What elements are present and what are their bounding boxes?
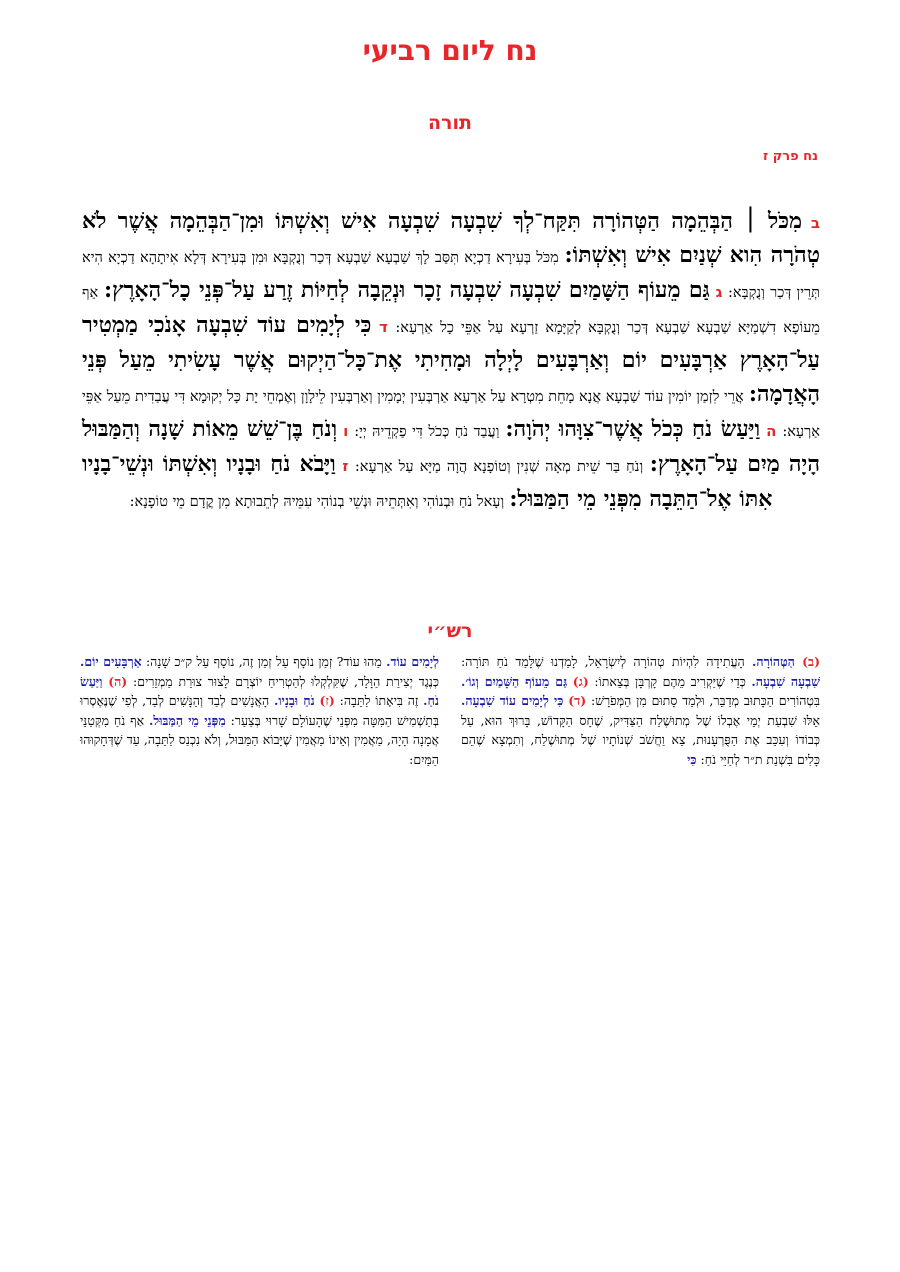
- page-title: נח ליום רביעי: [362, 34, 538, 67]
- rashi-paragraph: [80, 652, 439, 770]
- hebrew-verse: וְנֹחַ בֶּן־שֵׁשׁ מֵאוֹת שָׁנָה וְהַמַּבּוּל הָיָה מַיִם עַל־הָאָרֶץ:: [82, 416, 820, 477]
- rashi-heading: שִׁבְעָה שִׁבְעָה.: [751, 673, 820, 689]
- rashi-heading: גַּם מֵעוֹף הַשָּׁמַיִם וְגוֹ׳.: [461, 673, 568, 689]
- rashi-comment: זֶה בִּיאָתוֹ לַתֵּבָה:: [339, 693, 419, 709]
- rashi-verse-ref: (ב): [802, 654, 820, 669]
- aramaic-translation: וְעָאל נֹחַ וּבְנוֹהִי וְאִתְּתֵיהּ וּנְשֵׁי בְנוֹהִי עִמֵּיהּ לְתֵבוּתָא מִן קֳדָם מֵי טוֹפָנָא:: [129, 494, 505, 510]
- aramaic-translation: מִכֹּל בְּעִירָא דַכְיָא תִּסַּב לָךְ שַׁבְעָא שַׁבְעָא דְּכַר וְנֻקְבָּא וּמִן בְּעִירָא דְּלָא אִיתָהָא דַכְיָא הִיא תְּרֵין דְּכַר וְנֻקְבָּא:: [82, 250, 821, 301]
- torah-text-block: [82, 205, 820, 518]
- rashi-heading: כִּי: [687, 751, 697, 767]
- section-title-torah: תורה: [428, 112, 472, 134]
- rashi-verse-ref: (ג): [572, 673, 589, 689]
- rashi-comment: הָעֲתִידָה לִהְיוֹת טְהוֹרָה לְיִשְׂרָאֵל, לָמַדְנוּ שֶׁלָּמַד נֹחַ תּוֹרָה:: [461, 654, 745, 669]
- rashi-heading: וַיַּעַשׂ נֹחַ.: [80, 673, 439, 709]
- rashi-comment: אַף נֹחַ מִקְּטַנֵּי אֲמָנָה הָיָה, מַאֲמִין וְאֵינוֹ מַאֲמִין שֶׁיָּבוֹא הַמַּבּוּל, וְלֹא נִכְנַס לַתֵּבָה, עַד שֶׁדְּחָקוּהוּ הַמַּיִם:: [80, 712, 439, 767]
- rashi-comment: אֵלּוּ שִׁבְעַת יְמֵי אֶבְלוֹ שֶׁל מְתוּשֶׁלַח הַצַּדִּיק, שֶׁחָס הַקָּדוֹשׁ, בָּרוּךְ הוּא, עַל כְּבוֹדוֹ וְעִכֵּב אֶת הַפֻּרְעָנוּת, צֵא וַחֲשֹׁב שְׁנוֹתָיו שֶׁל מְתוּשֶׁלַח, וְתִמְצָא שֶׁהֵם כָּלִים בִּשְׁנַת ת״ר לְחַיֵּי נֹחַ:: [461, 712, 820, 767]
- rashi-title: רש״י: [427, 620, 473, 642]
- rashi-column-left: [80, 652, 439, 770]
- rashi-comment: כְּדֵי שֶׁיַּקְרִיב מֵהֶם קָרְבָּן בְּצֵאתוֹ:: [594, 673, 746, 689]
- rashi-heading: אַרְבָּעִים יוֹם.: [80, 654, 142, 669]
- aramaic-translation: וַעֲבַד נֹחַ כְּכֹל דִּי פַקְדֵיהּ יְיָ:: [354, 424, 500, 440]
- hebrew-verse: כִּי לְיָמִים עוֹד שִׁבְעָה אָנֹכִי מַמְטִיר עַל־הָאָרֶץ אַרְבָּעִים יוֹם וְאַרְבָּעִים לָיְלָה וּמָחִיתִי אֶת־כָּל־הַיְקוּם אֲשֶׁר עָשִׂיתִי מֵעַל פְּנֵי הָאֲדָמָה:: [82, 312, 820, 407]
- verse-number: ה: [766, 422, 777, 440]
- rashi-verse-ref: (ה): [108, 673, 128, 689]
- verse-number: ב: [810, 214, 821, 232]
- rashi-verse-ref: (ד): [568, 693, 587, 709]
- hebrew-verse: וַיָּבֹא נֹחַ וּבָנָיו וְאִשְׁתּוֹ וּנְשֵׁי־בָנָיו אִתּוֹ אֶל־הַתֵּבָה מִפְּנֵי מֵי הַמַּבּוּל:: [82, 451, 773, 512]
- rashi-heading: כִּי לְיָמִים עוֹד שִׁבְעָה.: [461, 693, 564, 709]
- aramaic-translation: אַף מֵעוֹפָא דִשְׁמַיָּא שַׁבְעָא שַׁבְעָא דְּכַר וְנֻקְבָּא לְקַיָּמָא זַרְעָא עַל אַפֵּי כָל אַרְעָא:: [82, 285, 821, 336]
- rashi-paragraph: [461, 652, 820, 770]
- aramaic-translation: אֲרֵי לִזְמַן יוֹמִין עוֹד שַׁבְעָא אֲנָא מָחֵת מִטְרָא עַל אַרְעָא אַרְבְּעִין יְמָמִין וְאַרְבְּעִין לֵילָוָן וְאֶמְחֵי יָת כָּל יְקוּמָא דִּי עֲבַדִית מֵעַל אַפֵּי אַרְעָא:: [82, 389, 820, 440]
- rashi-comment: בִּטְהוֹרִים הַכָּתוּב מְדַבֵּר, וּלְמֵד סָתוּם מִן הַמְּפֹרָשׁ:: [590, 693, 820, 709]
- rashi-commentary: [80, 652, 820, 770]
- rashi-heading: הַטְּהוֹרָה.: [752, 654, 795, 669]
- rashi-comment: מַהוּ עוֹד? זְמַן נוֹסָף עַל זְמַן זֶה, נוֹסָף עַל ק״כ שָׁנָה:: [145, 654, 382, 669]
- chapter-label: נח פרק ז: [762, 149, 818, 164]
- rashi-heading: נֹחַ וּבָנָיו.: [274, 693, 315, 709]
- verse-number: ד: [379, 318, 388, 336]
- hebrew-verse: וַיַּעַשׂ נֹחַ כְּכֹל אֲשֶׁר־צִוָּהוּ יְהֹוָה:: [505, 416, 761, 442]
- rashi-heading: לְיָמִים עוֹד.: [386, 654, 440, 669]
- aramaic-translation: וְנֹחַ בַּר שֵׁית מְאָה שְׁנִין וְטוֹפָנָא הֲוָה מַיָּא עַל אַרְעָא:: [354, 459, 644, 475]
- rashi-verse-ref: (ז): [319, 693, 335, 709]
- rashi-column-right: [461, 652, 820, 770]
- rashi-comment: הָאֲנָשִׁים לְבַד וְהַנָּשִׁים לְבַד, לְפִי שֶׁנֶּאֶסְרוּ בְּתַשְׁמִישׁ הַמִּטָּה מִפְּנֵי שֶׁהָעוֹלָם שָׁרוּי בְּצַעַר:: [80, 693, 439, 728]
- verse-number: ז: [342, 457, 349, 475]
- rashi-comment: כְּנֶגֶד יְצִירַת הַוָּלָד, שֶׁקִּלְקְלוּ לְהַטְרִיחַ יוֹצְרָם לָצוּר צוּרַת מַמְזֵרִים:: [132, 673, 439, 689]
- hebrew-verse: מִכֹּל ׀ הַבְּהֵמָה הַטְּהוֹרָה תִּקַּח־לְךָ שִׁבְעָה שִׁבְעָה אִישׁ וְאִשְׁתּוֹ וּמִן־הַבְּהֵמָה אֲשֶׁר לֹא טְהֹרָה הִוא שְׁנַיִם אִישׁ וְאִשְׁתּוֹ:: [82, 208, 820, 268]
- torah-paragraph: [82, 205, 820, 518]
- verse-number: ג: [715, 283, 723, 301]
- hebrew-verse: גַּם מֵעוֹף הַשָּׁמַיִם שִׁבְעָה שִׁבְעָה זָכָר וּנְקֵבָה לְחַיּוֹת זֶרַע עַל־פְּנֵי כָל־הָאָרֶץ:: [103, 277, 710, 303]
- rashi-heading: מִפְּנֵי מֵי הַמַּבּוּל.: [149, 712, 226, 728]
- verse-number: ו: [343, 422, 349, 440]
